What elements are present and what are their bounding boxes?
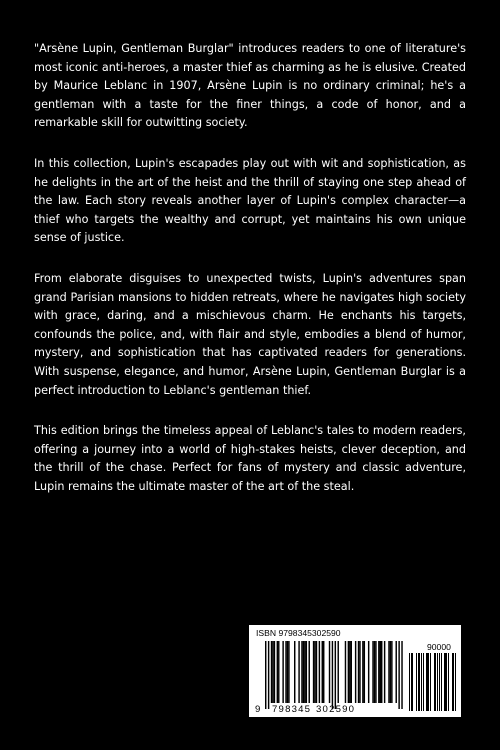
price-addon-bar [412, 653, 413, 711]
price-addon-bar [441, 653, 442, 711]
barcode-digit-first: 9 [255, 704, 262, 715]
barcode-bar [282, 641, 283, 703]
barcode-bar [368, 641, 369, 703]
isbn-barcode-box [249, 625, 461, 717]
barcode-bar [390, 641, 391, 703]
barcode-bar [359, 641, 360, 703]
price-addon-bars [409, 653, 456, 711]
barcode-digits-left: 798345 [272, 704, 312, 715]
description-paragraph-2: In this collection, Lupin's escapades play out with wit and sophistication, as he delights in the art of the heist and the thrill of staying one step ahead of the law. Each story reveals another layer of Lupin's complex character—a thief who targets the wealthy and corrupt, yet maintains his own unique sense of justice. [34, 156, 466, 245]
price-addon-bar [448, 653, 449, 711]
barcode-bar [381, 641, 382, 703]
barcode-bar [345, 641, 346, 703]
barcode-bar [364, 641, 365, 703]
barcode-bar [272, 641, 273, 703]
barcode-bar [319, 641, 320, 703]
barcode-bar [338, 641, 339, 703]
barcode-bar [380, 641, 381, 703]
barcode-bar [348, 641, 349, 703]
barcode-bar [298, 641, 299, 703]
barcode-bar [384, 641, 385, 703]
barcode-bar [287, 641, 288, 703]
barcode-bar [391, 641, 392, 703]
barcode-bar [268, 641, 269, 709]
price-addon-bar [444, 653, 445, 711]
price-addon-bar [423, 653, 424, 711]
barcode-bar [329, 641, 330, 703]
price-addon-bar [452, 653, 453, 711]
barcode-bar [332, 641, 333, 709]
barcode-bar [303, 641, 304, 703]
barcode-bar [277, 641, 278, 703]
barcode-bar [388, 641, 389, 703]
barcode-bar [288, 641, 289, 703]
barcode-bar [306, 641, 307, 703]
barcode-digits-right: 302590 [316, 704, 356, 715]
book-description [34, 40, 466, 518]
ean13-bars [265, 641, 403, 709]
price-addon-bar [439, 653, 440, 711]
barcode-bar [285, 641, 286, 703]
barcode-bar [375, 641, 376, 703]
description-paragraph-1: "Arsène Lupin, Gentleman Burglar" introduces readers to one of literature's most iconic anti-heroes, a master thief as charming as he is elusive. Created by Maurice Leblanc in 1907, Arsène Lupin is no ordinary criminal; he's a gentleman with a taste for the finer things, a code of honor, and a remarkable skill for outwitting society. [34, 42, 466, 130]
barcode-bar [271, 641, 272, 703]
barcode-bar [372, 641, 373, 703]
price-addon-bar [434, 653, 435, 711]
price-addon-bar [419, 653, 420, 711]
price-addon-bar [411, 653, 412, 711]
barcode-bar [313, 641, 314, 703]
price-addon-bar [435, 653, 436, 711]
barcode-bar [265, 641, 266, 709]
barcode-bar [358, 641, 359, 703]
price-addon-bar [421, 653, 422, 711]
description-paragraph-3: From elaborate disguises to unexpected twists, Lupin's adventures span grand Parisian mansions to hidden retreats, where he navigates high society with grace, daring, and a mischievous charm. He enchants his targets, confounds the police, and, with flair and style, embodies a blend of humor, mystery, and sophistication that has captivated readers for generations. With suspense, elegance, and humor, Arsène Lupin, Gentleman Burglar is a perfect introduction to Leblanc's gentleman thief. [34, 271, 466, 397]
barcode-bar [378, 641, 379, 703]
barcode-bar [396, 641, 397, 703]
barcode-bar [349, 641, 350, 703]
barcode-bar [278, 641, 279, 703]
price-addon-bar [409, 653, 410, 711]
barcode-bar [355, 641, 356, 703]
price-addon-bar [445, 653, 446, 711]
barcode-bar [304, 641, 305, 703]
price-addon-bar [437, 653, 438, 711]
barcode-bar [323, 641, 324, 703]
barcode-bar [322, 641, 323, 703]
barcode-bar [309, 641, 310, 703]
barcode-bar [398, 641, 399, 709]
price-addon-bar [446, 653, 447, 711]
barcode-bar [274, 641, 275, 703]
barcode-bar [314, 641, 315, 703]
isbn-label: ISBN 9798345302590 [256, 628, 341, 638]
barcode-bar [362, 641, 363, 703]
barcode-bar [294, 641, 295, 703]
barcode-bar [335, 641, 336, 709]
barcode-bar [316, 641, 317, 703]
barcode-bar [401, 641, 402, 709]
price-addon-bar [453, 653, 454, 711]
price-addon-bar [418, 653, 419, 711]
price-addon-bar [455, 653, 456, 711]
price-addon-bar [416, 653, 417, 711]
price-addon-bar [428, 653, 429, 711]
barcode-bar [301, 641, 302, 703]
price-addon-bar [426, 653, 427, 711]
barcode-bar [374, 641, 375, 703]
description-paragraph-4: This edition brings the timeless appeal of Leblanc's tales to modern readers, offering a journey into a world of high-stakes heists, clever deception, and the thrill of the chase. Perfect for fans of mystery and classic adventure, Lupin remains the ultimate master of the art of the steal. [34, 424, 466, 493]
price-addon-bar [430, 653, 431, 711]
price-code: 90000 [427, 642, 451, 652]
barcode-bar [351, 641, 352, 703]
price-addon-bar [427, 653, 428, 711]
